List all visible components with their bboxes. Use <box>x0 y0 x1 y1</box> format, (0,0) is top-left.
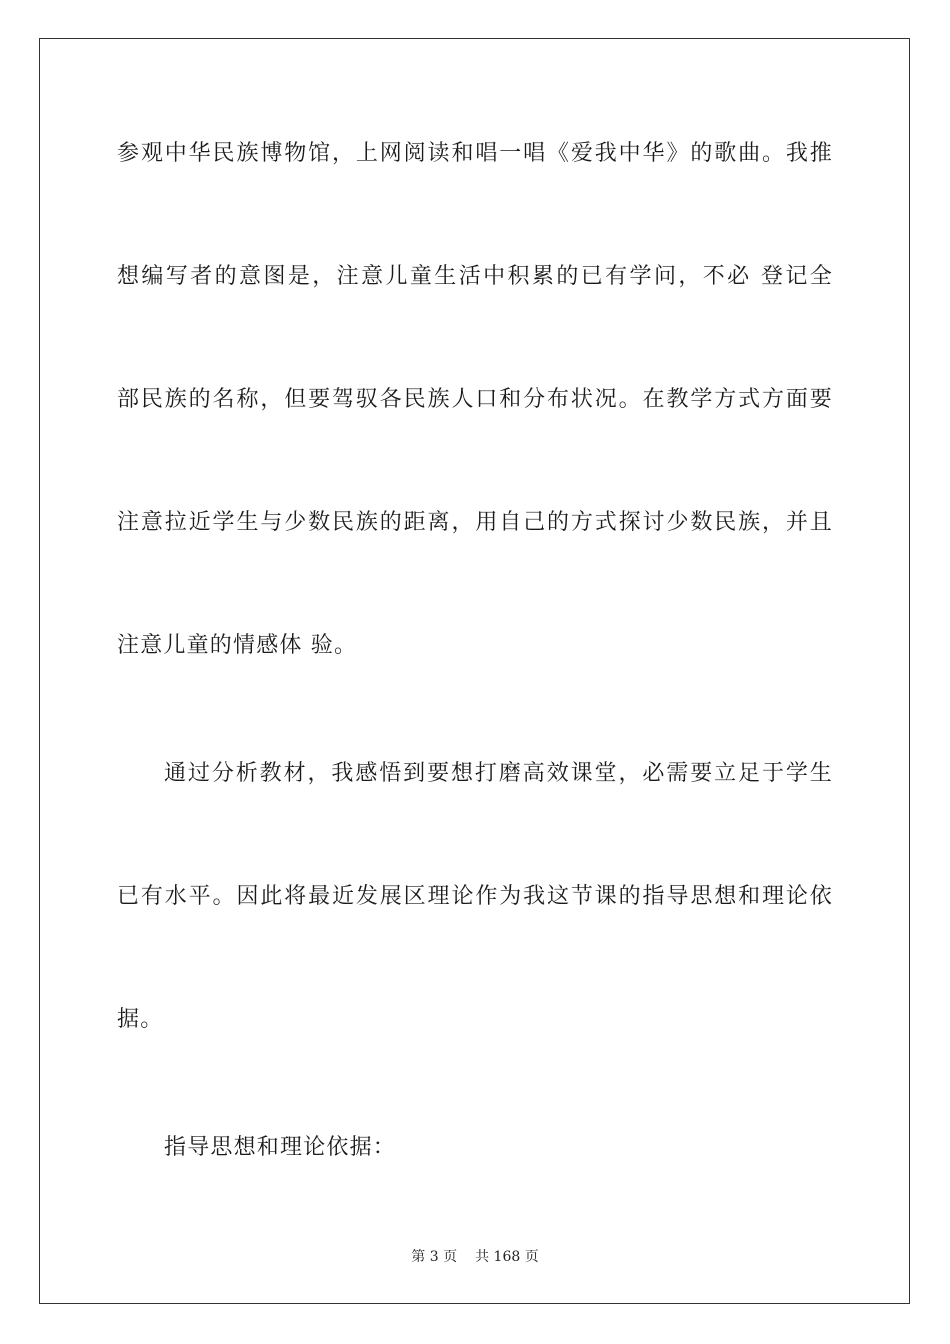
paragraph-1-line-5: 注意儿童的情感体 验。 <box>117 633 358 658</box>
paragraph-1-line-2: 想编写者的意图是，注意儿童生活中积累的已有学问，不必 登记全 <box>117 264 833 289</box>
total-pages: 共 168 页 <box>475 1249 539 1265</box>
section-heading: 指导思想和理论依据： <box>164 1135 397 1160</box>
paragraph-1-line-1: 参观中华民族博物馆，上网阅读和唱一唱《爱我中华》的歌曲。我推 <box>117 141 833 166</box>
paragraph-2-line-1: 通过分析教材，我感悟到要想打磨高效课堂，必需要立足于学生 <box>164 761 833 786</box>
paragraph-2-line-3: 据。 <box>117 1007 164 1032</box>
paragraph-2-line-2: 已有水平。因此将最近发展区理论作为我这节课的指导思想和理论依 <box>117 884 833 909</box>
page-border <box>39 38 910 1304</box>
page-footer <box>0 1247 950 1267</box>
paragraph-1-line-4: 注意拉近学生与少数民族的距离，用自己的方式探讨少数民族，并且 <box>117 510 833 535</box>
page-number: 第 3 页 <box>411 1249 458 1265</box>
paragraph-1-line-3: 部民族的名称，但要驾驭各民族人口和分布状况。在教学方式方面要 <box>117 387 833 412</box>
